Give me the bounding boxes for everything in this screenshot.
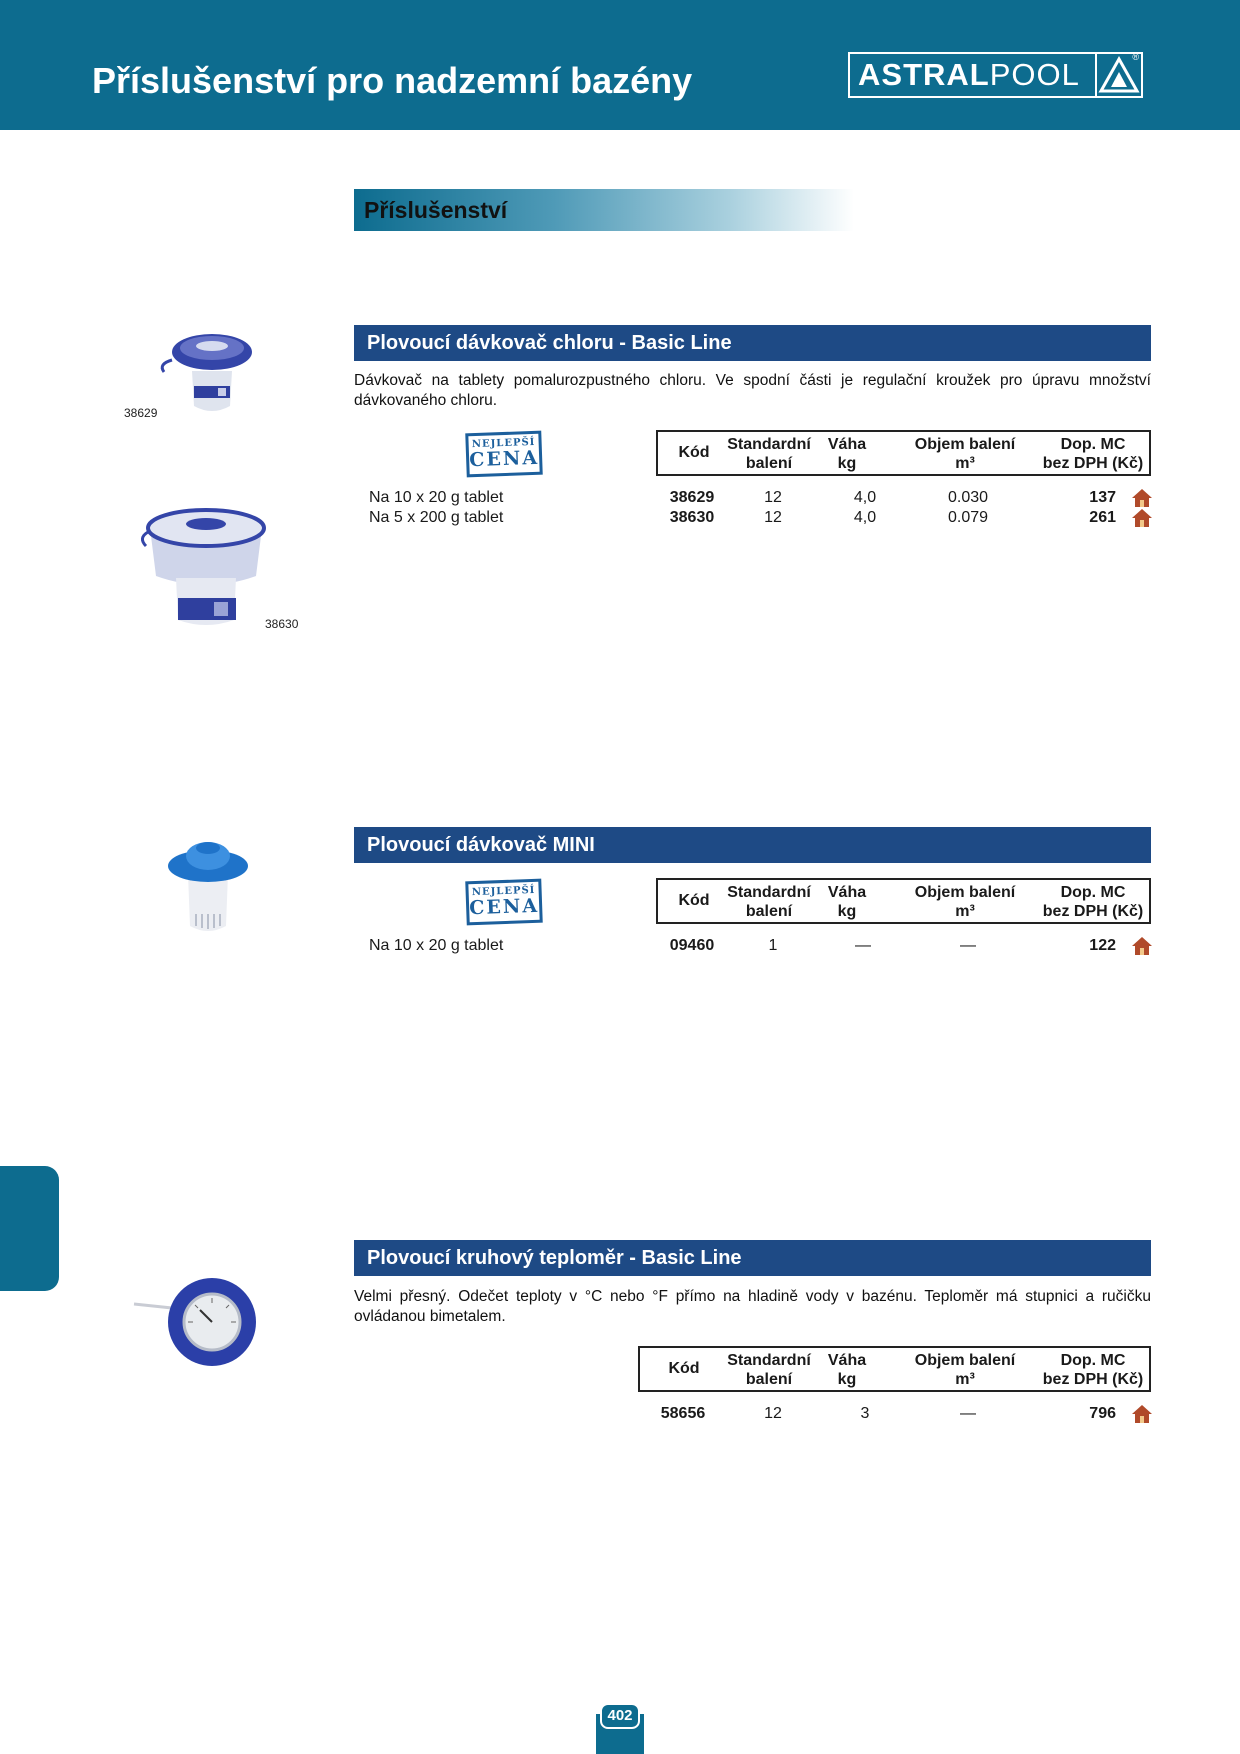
logo-text-light: POOL [989, 57, 1080, 92]
page-number: 402 [600, 1703, 640, 1729]
table-header [656, 430, 1151, 476]
column-header-volume: Objem balení m³ [914, 884, 1016, 920]
row-weight: 3 [860, 1405, 870, 1422]
row-volume: 0.079 [947, 509, 989, 526]
home-delivery-icon [1130, 487, 1154, 509]
best-price-badge: NEJLEPŠÍ CENA [465, 879, 542, 926]
product-title: Plovoucí dávkovač MINI [367, 834, 595, 856]
row-weight: 4,0 [853, 509, 877, 526]
column-header-standard: Standardní balení [727, 436, 811, 472]
page-header [0, 0, 1240, 130]
row-weight: 4,0 [853, 489, 877, 506]
image-code-38630: 38630 [265, 617, 299, 631]
column-header-weight: Váha kg [827, 1352, 867, 1388]
chapter-side-tab [0, 1166, 59, 1291]
column-header-code: Kód [668, 1360, 700, 1377]
row-price: 796 [1089, 1405, 1116, 1422]
product-heading-chlorine-dispenser [354, 325, 1151, 361]
section-title: Příslušenství [364, 197, 508, 223]
row-standard: 1 [768, 937, 778, 954]
column-header-price: Dop. MC bez DPH (Kč) [1042, 884, 1144, 920]
product-heading-mini-dispenser [354, 827, 1151, 863]
table-header [656, 878, 1151, 924]
column-header-standard: Standardní balení [727, 884, 811, 920]
product-description: Velmi přesný. Odečet teploty v °C nebo °F přímo na hladině vody v bazénu. Teploměr má stupnici a ručičku ovládanou bimetalem. [354, 1288, 1151, 1325]
product-title: Plovoucí dávkovač chloru - Basic Line [367, 332, 732, 354]
column-header-code: Kód [678, 892, 710, 909]
chlorine-dispenser-large-image [136, 498, 272, 630]
row-standard: 12 [764, 1405, 782, 1422]
row-standard: 12 [764, 489, 782, 506]
row-price: 261 [1089, 509, 1116, 526]
row-label: Na 5 x 200 g tablet [369, 509, 504, 526]
chlorine-dispenser-small-image [150, 326, 260, 421]
image-code-38629: 38629 [124, 406, 158, 420]
mini-dispenser-image [164, 834, 252, 938]
row-volume: — [960, 1405, 976, 1422]
column-header-weight: Váha kg [827, 884, 867, 920]
row-label: Na 10 x 20 g tablet [369, 937, 504, 954]
row-standard: 12 [764, 509, 782, 526]
astralpool-logo [848, 52, 1143, 98]
row-code: 38629 [669, 489, 715, 506]
row-code: 38630 [669, 509, 715, 526]
row-code: 09460 [669, 937, 715, 954]
row-code: 58656 [660, 1405, 706, 1422]
row-price: 122 [1089, 937, 1116, 954]
product-description: Dávkovač na tablety pomalurozpustného chloru. Ve spodní části je regulační kroužek pro úpravu množství dávkovaného chloru. [354, 372, 1151, 409]
home-delivery-icon [1130, 935, 1154, 957]
logo-registered: ® [1132, 52, 1139, 62]
column-header-code: Kód [678, 444, 710, 461]
column-header-price: Dop. MC bez DPH (Kč) [1042, 436, 1144, 472]
logo-triangle-icon [1095, 54, 1141, 96]
logo-text-bold: ASTRAL [858, 57, 990, 92]
table-header [638, 1346, 1151, 1392]
home-delivery-icon [1130, 1403, 1154, 1425]
row-price: 137 [1089, 489, 1116, 506]
best-price-badge: NEJLEPŠÍ CENA [465, 431, 542, 478]
floating-thermometer-image [132, 1258, 260, 1386]
column-header-volume: Objem balení m³ [914, 1352, 1016, 1388]
section-heading [354, 189, 854, 231]
row-volume: — [960, 937, 976, 954]
page-title: Příslušenství pro nadzemní bazény [92, 60, 693, 101]
row-volume: 0.030 [947, 489, 989, 506]
row-weight: — [855, 937, 871, 954]
product-heading-thermometer [354, 1240, 1151, 1276]
column-header-weight: Váha kg [827, 436, 867, 472]
column-header-price: Dop. MC bez DPH (Kč) [1042, 1352, 1144, 1388]
column-header-standard: Standardní balení [727, 1352, 811, 1388]
product-title: Plovoucí kruhový teploměr - Basic Line [367, 1247, 742, 1269]
column-header-volume: Objem balení m³ [914, 436, 1016, 472]
home-delivery-icon [1130, 507, 1154, 529]
row-label: Na 10 x 20 g tablet [369, 489, 504, 506]
